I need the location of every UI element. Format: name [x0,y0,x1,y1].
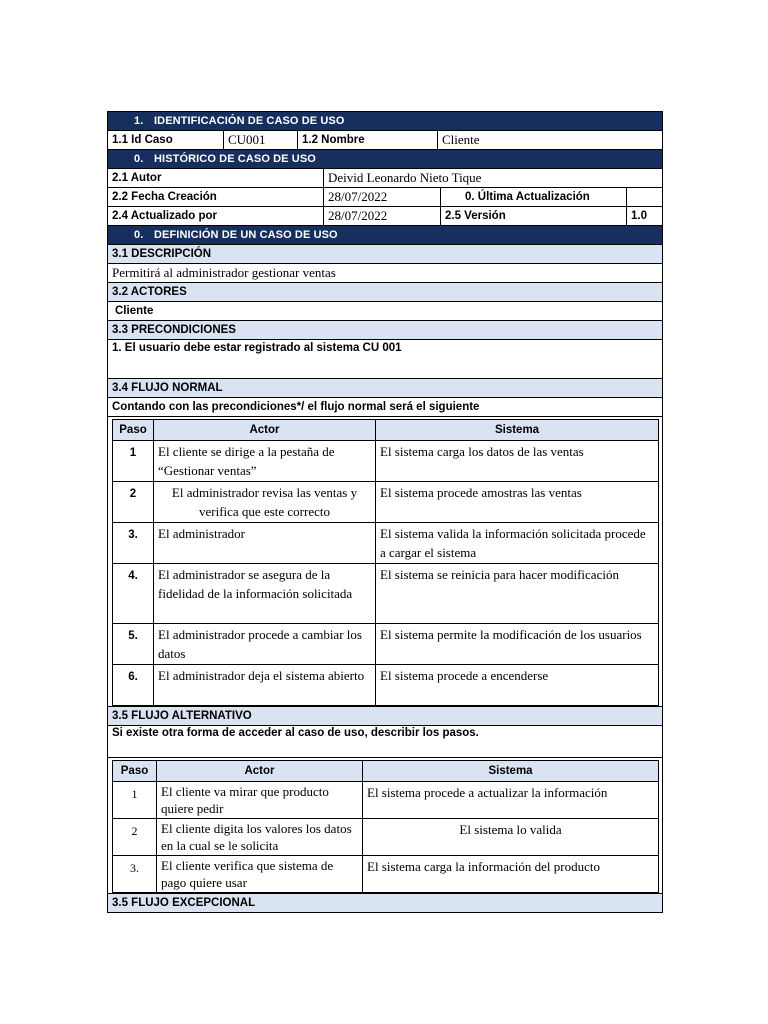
section-number: 0. [134,229,144,241]
use-case-table [107,111,663,913]
table-row [113,564,659,624]
flujo-alternativo-intro-row [108,726,663,758]
sistema-cell: El sistema permite la modificación de los usuarios [376,624,659,665]
table-row [113,624,659,665]
autor-row [108,169,663,188]
id-caso-value: CU001 [224,131,298,150]
flujo-excepcional-label: 3.5 FLUJO EXCEPCIONAL [108,894,663,913]
column-header-actor: Actor [154,420,376,441]
flujo-excepcional-header-row [108,894,663,913]
actor-cell: El cliente verifica que sistema de pago quiere usar [157,856,363,893]
ultima-actualizacion-label: 0. Última Actualización [441,188,627,207]
descripcion-row [108,264,663,283]
actor-cell: El cliente va mirar que producto quiere pedir [157,782,363,819]
flujo-alternativo-table-row [108,758,663,894]
sistema-cell: El sistema lo valida [363,819,659,856]
table-row [113,441,659,482]
fecha-creacion-label: 2.2 Fecha Creación [108,188,324,207]
actor-cell: El administrador [154,523,376,564]
nombre-value: Cliente [438,131,663,150]
flujo-normal-intro: Contando con las precondiciones*/ el flujo normal será el siguiente [108,398,663,417]
section-title: IDENTIFICACIÓN DE CASO DE USO [154,115,345,127]
paso-cell: 3. [113,856,157,893]
column-header-actor: Actor [157,761,363,782]
version-value: 1.0 [627,207,663,226]
actualizado-row [108,207,663,226]
actor-cell: El administrador procede a cambiar los datos [154,624,376,665]
flujo-alternativo-intro: Si existe otra forma de acceder al caso de uso, describir los pasos. [108,726,663,758]
actualizado-por-label: 2.4 Actualizado por [108,207,324,226]
sistema-cell: El sistema procede a actualizar la información [363,782,659,819]
section-number: 1. [134,115,144,127]
table-row [113,482,659,523]
descripcion-header-row [108,245,663,264]
actores-text: Cliente [108,302,663,321]
paso-cell: 6. [113,665,154,706]
actor-cell: El administrador revisa las ventas y verifica que este correcto [154,482,376,523]
autor-value: Deivid Leonardo Nieto Tique [324,169,663,188]
precondiciones-label: 3.3 PRECONDICIONES [108,321,663,340]
table-header-row [113,761,659,782]
autor-label: 2.1 Autor [108,169,324,188]
table-row [113,782,659,819]
column-header-paso: Paso [113,761,157,782]
paso-cell: 1 [113,782,157,819]
precondiciones-text: 1. El usuario debe estar registrado al sistema CU 001 [108,340,663,379]
column-header-sistema: Sistema [363,761,659,782]
actores-label: 3.2 ACTORES [108,283,663,302]
precondiciones-header-row [108,321,663,340]
sistema-cell: El sistema valida la información solicitada procede a cargar el sistema [376,523,659,564]
actor-cell: El cliente digita los valores los datos en la cual se le solicita [157,819,363,856]
sistema-cell: El sistema carga la información del producto [363,856,659,893]
id-row [108,131,663,150]
version-label: 2.5 Versión [441,207,627,226]
table-row [113,665,659,706]
descripcion-label: 3.1 DESCRIPCIÓN [108,245,663,264]
paso-cell: 3. [113,523,154,564]
table-header-row [113,420,659,441]
column-header-paso: Paso [113,420,154,441]
actor-cell: El administrador se asegura de la fidelidad de la información solicitada [154,564,376,624]
sistema-cell: El sistema procede a encenderse [376,665,659,706]
section-title: DEFINICIÓN DE UN CASO DE USO [154,229,338,241]
paso-cell: 4. [113,564,154,624]
table-row [113,819,659,856]
section-identificacion-header [108,112,663,131]
fecha-row [108,188,663,207]
sistema-cell: El sistema procede amostras las ventas [376,482,659,523]
actores-row [108,302,663,321]
table-row [113,523,659,564]
descripcion-text: Permitirá al administrador gestionar ventas [108,264,663,283]
flujo-normal-label: 3.4 FLUJO NORMAL [108,379,663,398]
paso-cell: 1 [113,441,154,482]
flujo-normal-header-row [108,379,663,398]
flujo-normal-table [112,419,659,706]
actor-cell: El administrador deja el sistema abierto [154,665,376,706]
actualizado-por-value: 28/07/2022 [324,207,441,226]
actor-cell: El cliente se dirige a la pestaña de “Gestionar ventas” [154,441,376,482]
fecha-creacion-value: 28/07/2022 [324,188,441,207]
sistema-cell: El sistema se reinicia para hacer modificación [376,564,659,624]
flujo-normal-table-row [108,417,663,707]
paso-cell: 5. [113,624,154,665]
flujo-normal-intro-row [108,398,663,417]
paso-cell: 2 [113,482,154,523]
section-number: 0. [134,153,144,165]
nombre-label: 1.2 Nombre [298,131,438,150]
paso-cell: 2 [113,819,157,856]
id-caso-label: 1.1 Id Caso [108,131,224,150]
sistema-cell: El sistema carga los datos de las ventas [376,441,659,482]
section-historico-header [108,150,663,169]
column-header-sistema: Sistema [376,420,659,441]
precondiciones-row [108,340,663,379]
use-case-document [107,111,662,913]
actores-header-row [108,283,663,302]
section-title: HISTÓRICO DE CASO DE USO [154,153,316,165]
flujo-alternativo-table [112,760,659,893]
table-row [113,856,659,893]
flujo-alternativo-header-row [108,707,663,726]
flujo-alternativo-label: 3.5 FLUJO ALTERNATIVO [108,707,663,726]
section-definicion-header [108,226,663,245]
ultima-actualizacion-value [627,188,663,207]
